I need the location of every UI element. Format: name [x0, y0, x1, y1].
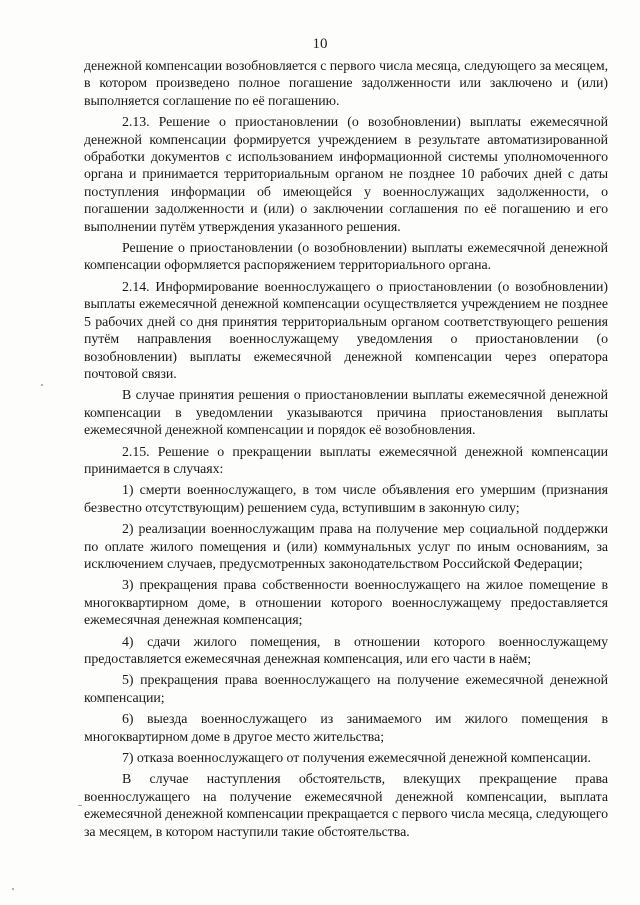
list-item-7: 7) отказа военнослужащего от получения ежемесячной денежной компенсации.	[122, 751, 591, 767]
paragraph-notification-content: В случае принятия решения о приостановлении выплаты ежемесячной денежной компенсации в уведомлении указываются причина приостановления выплаты ежемесячной денежной компенсации и порядок её возобновления.	[84, 388, 608, 439]
paragraph-2-15: 2.15. Решение о прекращении выплаты ежемесячной денежной компенсации принимается в случаях:	[84, 444, 608, 477]
list-item-1: 1) смерти военнослужащего, в том числе объявления его умершим (признания безвестно отсутствующим) решением суда, вступившим в законную силу;	[84, 483, 608, 516]
paragraph-2-14: 2.14. Информирование военнослужащего о приостановлении (о возобновлении) выплаты ежемесячной денежной компенсации осуществляется учреждением не позднее 5 рабочих дней со дня принятия территориальным органом соответствующего решения путём направления военнослужащему уведомления о приостановлении (о возобновлении) выплаты ежемесячной денежной компенсации через оператора почтовой связи.	[84, 279, 608, 382]
paragraph-2-13: 2.13. Решение о приостановлении (о возобновлении) выплаты ежемесячной денежной компенсации формируется учреждением в результате автоматизированной обработки документов с использованием информационной системы уполномоченного органа и принимается территориальным органом не позднее 10 рабочих дней с даты поступления информации об имеющейся у военнослужащих задолженности, о погашении задолженности и (или) о заключении соглашения по её погашению и его выполнении путём утверждения указанного решения.	[84, 115, 608, 235]
list-item-2: 2) реализации военнослужащим права на получение мер социальной поддержки по оплате жилого помещения и (или) коммунальных услуг по иным основаниям, за исключением случаев, предусмотренных законодательством Российской Федерации;	[84, 522, 608, 572]
list-item-3: 3) прекращения права собственности военнослужащего на жилое помещение в многоквартирном доме, в отношении которого военнослужащему предоставляется ежемесячная денежная компенсация;	[84, 578, 608, 629]
paragraph-termination-effect: В случае наступления обстоятельств, влекущих прекращение права военнослужащего на получение ежемесячной денежной компенсации, выплата ежемесячной денежной компенсации прекращается с первого числа месяца, следующего за месяцем, в котором наступили такие обстоятельства.	[84, 772, 608, 840]
page-number: 10	[312, 36, 328, 52]
list-item-4: 4) сдачи жилого помещения, в отношении которого военнослужащему предоставляется ежемесячная денежная компенсация, или его части в наём;	[84, 634, 608, 667]
scan-speck	[12, 888, 14, 890]
scan-speck	[78, 805, 82, 806]
document-body	[84, 58, 608, 845]
paragraph-continuation: денежной компенсации возобновляется с первого числа месяца, следующего за месяцем, в котором произведено полное погашение задолженности или заключено и (или) выполняется соглашение по её погашению.	[84, 59, 608, 109]
paragraph-suspension-order: Решение о приостановлении (о возобновлении) выплаты ежемесячной денежной компенсации оформляется распоряжением территориального органа.	[84, 241, 608, 274]
list-item-6: 6) выезда военнослужащего из занимаемого им жилого помещения в многоквартирном доме в другое место жительства;	[84, 712, 608, 745]
list-item-5: 5) прекращения права военнослужащего на получение ежемесячной денежной компенсации;	[84, 673, 608, 706]
scan-speck	[41, 384, 43, 386]
